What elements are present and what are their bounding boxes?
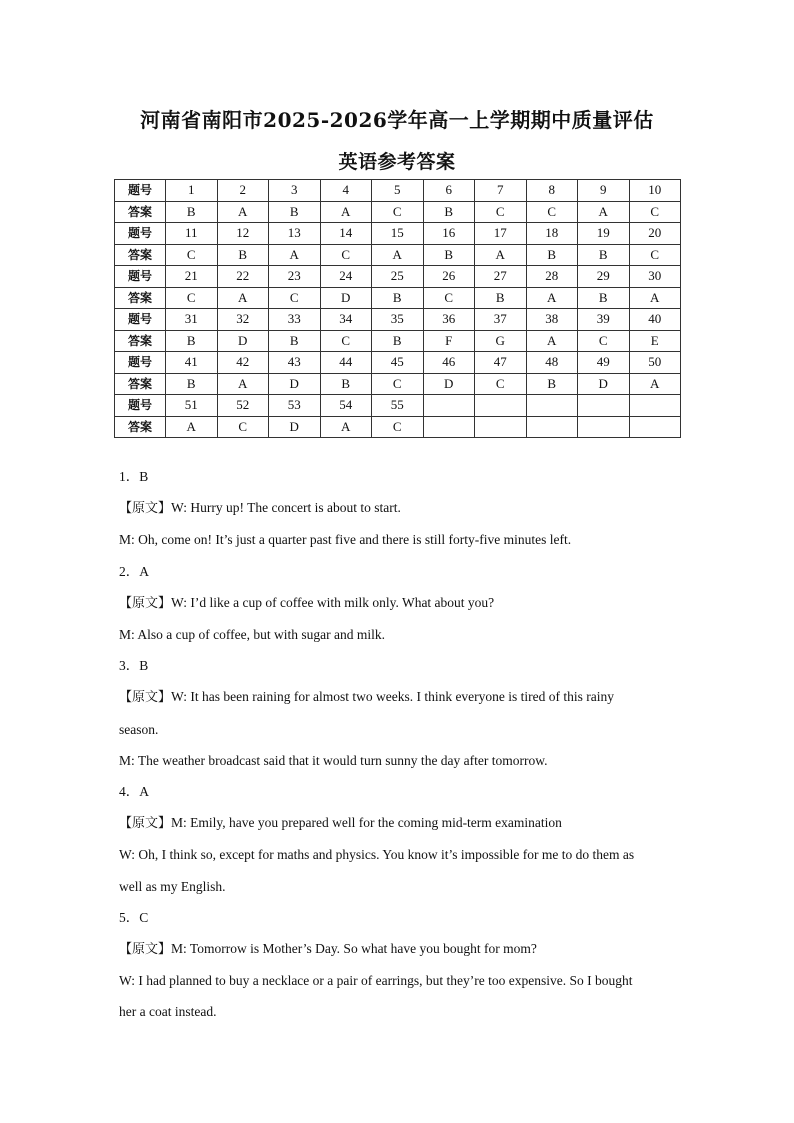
table-cell <box>423 416 475 438</box>
table-cell: B <box>166 373 218 395</box>
table-cell: 3 <box>269 180 321 202</box>
dialog-line: M: Oh, come on! It’s just a quarter past five and there is still forty-five minutes left. <box>119 532 572 548</box>
table-cell: 31 <box>166 309 218 331</box>
table-cell: A <box>372 244 424 266</box>
table-cell: 11 <box>166 223 218 245</box>
table-cell: C <box>475 373 527 395</box>
table-cell: A <box>578 201 630 223</box>
source-tag: 【原文】 <box>119 816 172 832</box>
transcript-item-2 <box>119 556 689 651</box>
table-cell: C <box>372 416 424 438</box>
table-cell: 29 <box>578 266 630 288</box>
transcript-item-4 <box>119 776 689 902</box>
table-cell <box>578 416 630 438</box>
item-number: 4．A <box>119 784 149 800</box>
dialog-line: her a coat instead. <box>119 1004 217 1020</box>
table-cell: C <box>629 201 681 223</box>
table-cell: F <box>423 330 475 352</box>
table-cell: 52 <box>217 395 269 417</box>
item-number: 5．C <box>119 909 149 925</box>
table-cell <box>475 416 527 438</box>
table-cell: 17 <box>475 223 527 245</box>
table-cell: B <box>217 244 269 266</box>
table-row <box>115 201 681 223</box>
table-cell: G <box>475 330 527 352</box>
table-cell: 32 <box>217 309 269 331</box>
table-cell: 43 <box>269 352 321 374</box>
table-cell: B <box>166 330 218 352</box>
table-cell: D <box>217 330 269 352</box>
table-cell: B <box>423 201 475 223</box>
table-cell: D <box>423 373 475 395</box>
table-cell: D <box>578 373 630 395</box>
table-cell: 20 <box>629 223 681 245</box>
table-cell: 6 <box>423 180 475 202</box>
table-cell: 18 <box>526 223 578 245</box>
page-title: 河南省南阳市2025-2026学年高一上学期期中质量评估 <box>140 108 654 132</box>
table-cell <box>526 416 578 438</box>
table-cell: 12 <box>217 223 269 245</box>
table-cell <box>475 395 527 417</box>
row-label: 题号 <box>115 180 166 202</box>
transcript-item-1 <box>119 461 689 556</box>
table-cell: B <box>372 287 424 309</box>
dialog-line: W: Hurry up! The concert is about to start. <box>171 500 401 516</box>
table-cell: 21 <box>166 266 218 288</box>
table-cell: 25 <box>372 266 424 288</box>
table-cell <box>629 416 681 438</box>
table-cell: B <box>526 373 578 395</box>
dialog-line: W: Oh, I think so, except for maths and physics. You know it’s impossible for me to do them as <box>119 847 635 863</box>
table-cell: 46 <box>423 352 475 374</box>
table-cell: A <box>320 416 372 438</box>
table-cell: C <box>217 416 269 438</box>
table-cell: 30 <box>629 266 681 288</box>
dialog-line: W: I had planned to buy a necklace or a pair of earrings, but they’re too expensive. So I bought <box>119 973 633 989</box>
table-row <box>115 395 681 417</box>
table-cell: A <box>526 330 578 352</box>
item-first-line <box>119 807 689 839</box>
table-cell: 44 <box>320 352 372 374</box>
table-cell: 14 <box>320 223 372 245</box>
table-cell: 50 <box>629 352 681 374</box>
table-cell: 10 <box>629 180 681 202</box>
table-cell: C <box>526 201 578 223</box>
source-tag: 【原文】 <box>119 942 172 958</box>
table-cell: 39 <box>578 309 630 331</box>
table-cell: 41 <box>166 352 218 374</box>
item-first-line <box>119 587 689 619</box>
table-cell: 34 <box>320 309 372 331</box>
table-cell: C <box>475 201 527 223</box>
table-cell: A <box>166 416 218 438</box>
dialog-line: M: Tomorrow is Mother’s Day. So what have you bought for mom? <box>171 941 537 957</box>
table-cell: 15 <box>372 223 424 245</box>
row-label: 题号 <box>115 395 166 417</box>
item-number: 2．A <box>119 563 149 579</box>
table-cell: 42 <box>217 352 269 374</box>
transcript-item-5 <box>119 902 689 1028</box>
table-cell: C <box>166 244 218 266</box>
table-cell: 8 <box>526 180 578 202</box>
table-cell: C <box>320 244 372 266</box>
table-cell: C <box>578 330 630 352</box>
table-row <box>115 309 681 331</box>
table-cell <box>526 395 578 417</box>
table-cell: 24 <box>320 266 372 288</box>
table-cell: A <box>217 287 269 309</box>
table-row <box>115 373 681 395</box>
dialog-line: M: Emily, have you prepared well for the coming mid-term examination <box>171 815 562 831</box>
table-cell: 33 <box>269 309 321 331</box>
item-first-line <box>119 492 689 524</box>
table-cell: 36 <box>423 309 475 331</box>
row-label: 答案 <box>115 330 166 352</box>
table-cell: 23 <box>269 266 321 288</box>
answer-table <box>114 179 681 438</box>
table-cell: C <box>629 244 681 266</box>
row-label: 答案 <box>115 201 166 223</box>
table-cell <box>423 395 475 417</box>
dialog-line: season. <box>119 721 159 737</box>
dialog-line: M: The weather broadcast said that it would turn sunny the day after tomorrow. <box>119 752 548 768</box>
table-cell <box>629 395 681 417</box>
item-first-line <box>119 681 689 713</box>
table-cell: B <box>269 330 321 352</box>
table-row <box>115 180 681 202</box>
dialog-line: W: It has been raining for almost two weeks. I think everyone is tired of this rainy <box>171 689 615 705</box>
table-cell: 4 <box>320 180 372 202</box>
table-cell: 19 <box>578 223 630 245</box>
table-cell: 47 <box>475 352 527 374</box>
row-label: 答案 <box>115 416 166 438</box>
table-row <box>115 287 681 309</box>
dialog-line: M: Also a cup of coffee, but with sugar and milk. <box>119 627 385 643</box>
table-cell: A <box>269 244 321 266</box>
table-cell: A <box>629 373 681 395</box>
table-cell: D <box>269 373 321 395</box>
table-row <box>115 244 681 266</box>
row-label: 答案 <box>115 373 166 395</box>
table-cell: A <box>217 201 269 223</box>
page-subtitle: 英语参考答案 <box>338 151 456 173</box>
table-cell: B <box>320 373 372 395</box>
table-cell: 27 <box>475 266 527 288</box>
table-cell: 7 <box>475 180 527 202</box>
row-label: 题号 <box>115 309 166 331</box>
item-number: 1．B <box>119 469 149 484</box>
table-cell: B <box>269 201 321 223</box>
table-cell: 49 <box>578 352 630 374</box>
table-cell: 22 <box>217 266 269 288</box>
item-first-line <box>119 933 689 965</box>
table-cell: C <box>372 201 424 223</box>
source-tag: 【原文】 <box>119 595 172 611</box>
table-row <box>115 416 681 438</box>
table-cell: 1 <box>166 180 218 202</box>
table-cell: 40 <box>629 309 681 331</box>
table-cell: C <box>166 287 218 309</box>
table-cell: 38 <box>526 309 578 331</box>
table-cell: D <box>320 287 372 309</box>
table-cell: 2 <box>217 180 269 202</box>
table-cell: 13 <box>269 223 321 245</box>
row-label: 答案 <box>115 287 166 309</box>
table-cell: 35 <box>372 309 424 331</box>
table-cell: 48 <box>526 352 578 374</box>
table-cell: 37 <box>475 309 527 331</box>
source-tag: 【原文】 <box>119 501 172 517</box>
table-cell: 5 <box>372 180 424 202</box>
source-tag: 【原文】 <box>119 690 172 706</box>
table-row <box>115 352 681 374</box>
dialog-line: well as my English. <box>119 878 226 894</box>
table-cell: B <box>475 287 527 309</box>
table-cell: 54 <box>320 395 372 417</box>
table-cell: C <box>320 330 372 352</box>
table-cell: A <box>475 244 527 266</box>
transcript-item-3 <box>119 650 689 776</box>
row-label: 题号 <box>115 266 166 288</box>
transcript-section <box>119 461 689 1028</box>
row-label: 题号 <box>115 223 166 245</box>
table-cell: B <box>578 244 630 266</box>
table-cell: A <box>217 373 269 395</box>
item-number: 3．B <box>119 658 149 674</box>
table-cell: 55 <box>372 395 424 417</box>
table-cell: 45 <box>372 352 424 374</box>
table-cell: 53 <box>269 395 321 417</box>
row-label: 答案 <box>115 244 166 266</box>
table-cell: B <box>166 201 218 223</box>
table-cell: 26 <box>423 266 475 288</box>
table-cell: D <box>269 416 321 438</box>
table-cell: B <box>578 287 630 309</box>
table-cell: 16 <box>423 223 475 245</box>
table-cell: 9 <box>578 180 630 202</box>
table-cell: C <box>372 373 424 395</box>
table-cell: A <box>320 201 372 223</box>
table-cell: B <box>372 330 424 352</box>
table-cell: C <box>423 287 475 309</box>
table-cell: 51 <box>166 395 218 417</box>
row-label: 题号 <box>115 352 166 374</box>
table-cell: 28 <box>526 266 578 288</box>
dialog-line: W: I’d like a cup of coffee with milk only. What about you? <box>171 594 495 610</box>
table-cell: E <box>629 330 681 352</box>
table-row <box>115 223 681 245</box>
table-cell <box>578 395 630 417</box>
table-cell: A <box>526 287 578 309</box>
table-row <box>115 266 681 288</box>
table-row <box>115 330 681 352</box>
table-cell: A <box>629 287 681 309</box>
table-cell: B <box>526 244 578 266</box>
table-cell: B <box>423 244 475 266</box>
table-cell: C <box>269 287 321 309</box>
